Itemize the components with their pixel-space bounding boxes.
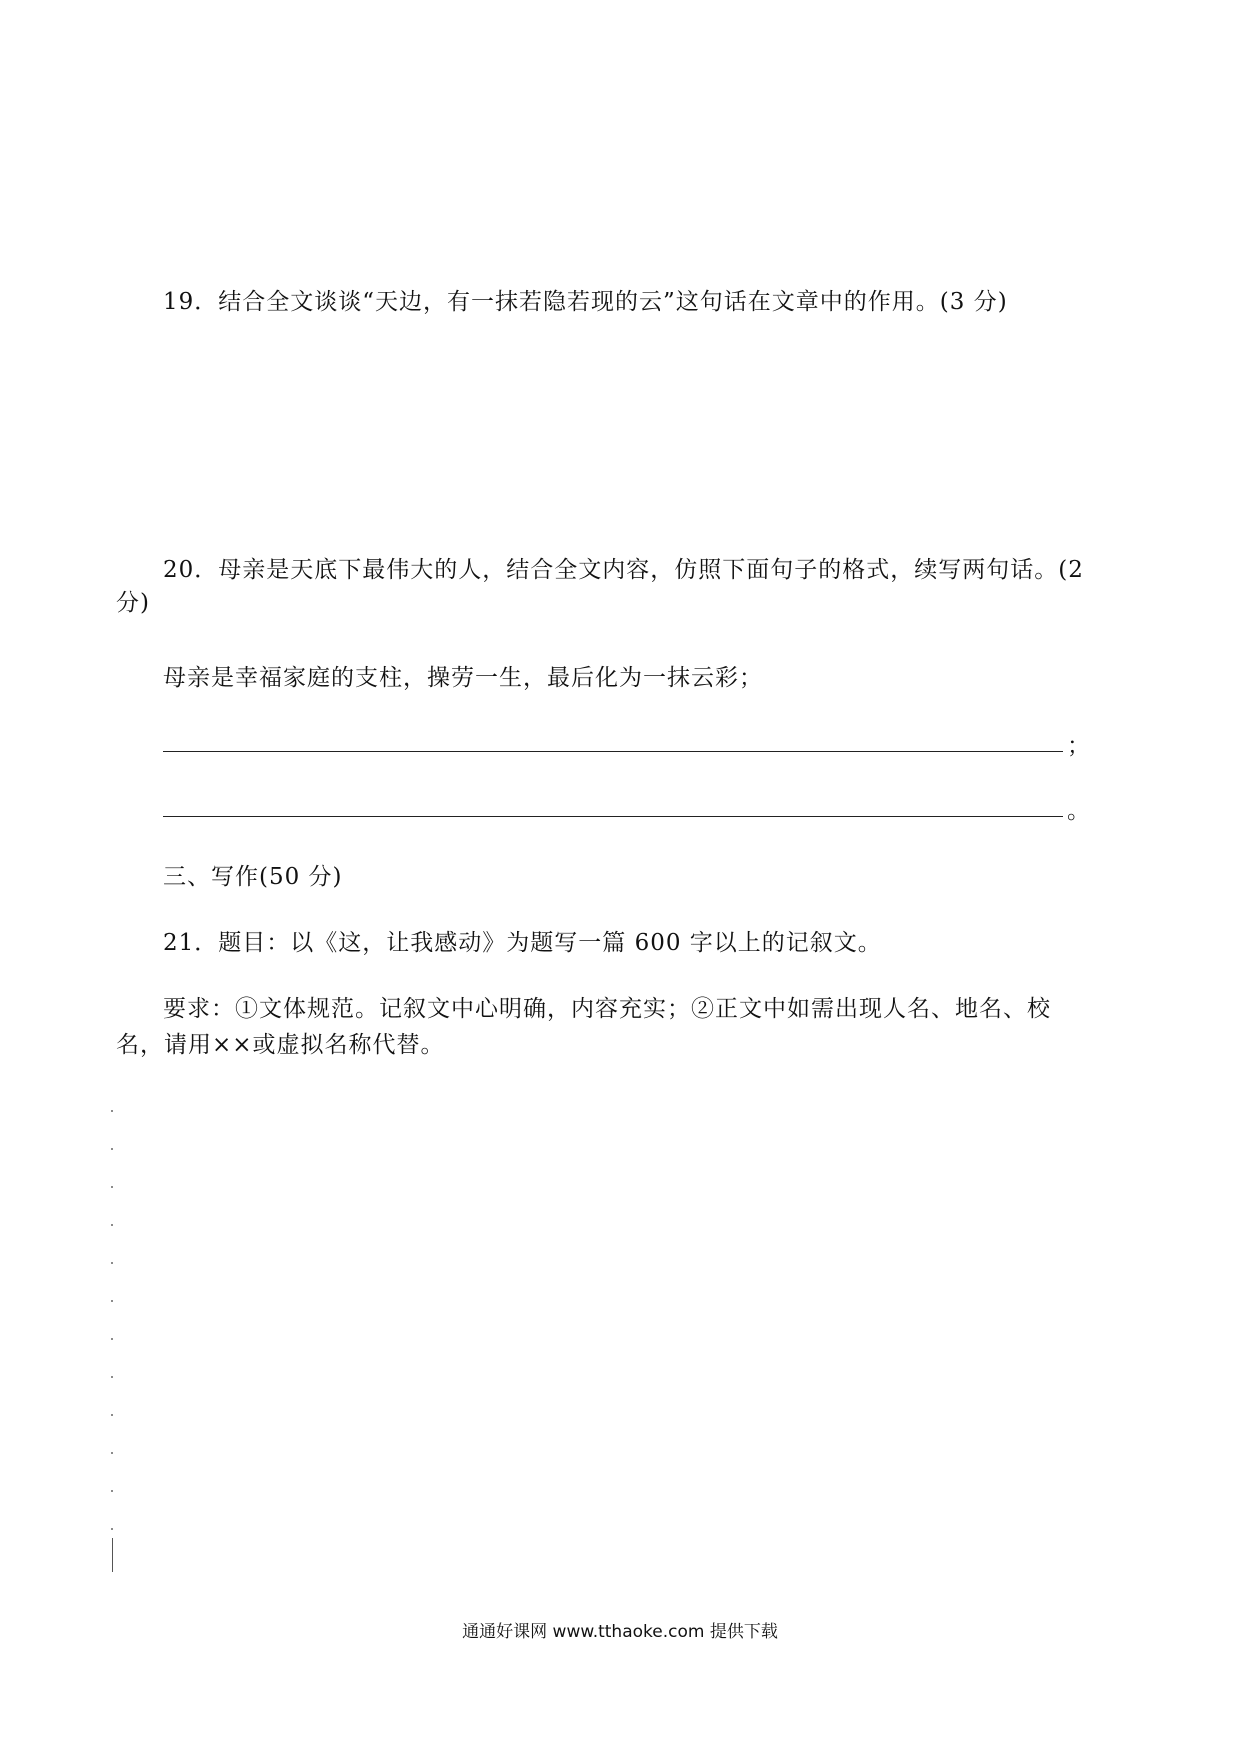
margin-dot xyxy=(111,1452,113,1454)
blank-punctuation: 。 xyxy=(1067,798,1090,824)
margin-dot xyxy=(111,1262,113,1264)
margin-dot xyxy=(111,1186,113,1188)
answer-underline xyxy=(163,751,1063,752)
margin-dot xyxy=(111,1528,113,1530)
answer-blank-1 xyxy=(163,731,1093,761)
margin-dot xyxy=(111,1300,113,1302)
answer-underline xyxy=(163,816,1063,817)
margin-dot xyxy=(111,1110,113,1112)
margin-dot xyxy=(111,1490,113,1492)
requirements-line-2: 名，请用××或虚拟名称代替。 xyxy=(116,1032,445,1058)
blank-punctuation: ； xyxy=(1067,733,1090,759)
question-21: 21．题目：以《这，让我感动》为题写一篇 600 字以上的记叙文。 xyxy=(163,930,882,956)
margin-dot xyxy=(111,1338,113,1340)
page-footer: 通通好课网 www.tthaoke.com 提供下载 xyxy=(462,1622,778,1642)
requirements-line-1: 要求：①文体规范。记叙文中心明确，内容充实；②正文中如需出现人名、地名、校 xyxy=(163,996,1051,1022)
question-20-line-1: 20．母亲是天底下最伟大的人，结合全文内容，仿照下面句子的格式，续写两句话。(2 xyxy=(163,557,1084,583)
section-title-writing: 三、写作(50 分) xyxy=(163,864,343,890)
question-20-line-2: 分) xyxy=(116,590,150,616)
margin-bar xyxy=(112,1538,113,1572)
margin-dot xyxy=(111,1224,113,1226)
answer-blank-2 xyxy=(163,796,1093,826)
margin-dot xyxy=(111,1414,113,1416)
margin-dot xyxy=(111,1376,113,1378)
question-20-example: 母亲是幸福家庭的支柱，操劳一生，最后化为一抹云彩； xyxy=(163,665,763,691)
question-19: 19．结合全文谈谈“天边，有一抹若隐若现的云”这句话在文章中的作用。(3 分) xyxy=(163,289,1008,315)
margin-dot xyxy=(111,1148,113,1150)
